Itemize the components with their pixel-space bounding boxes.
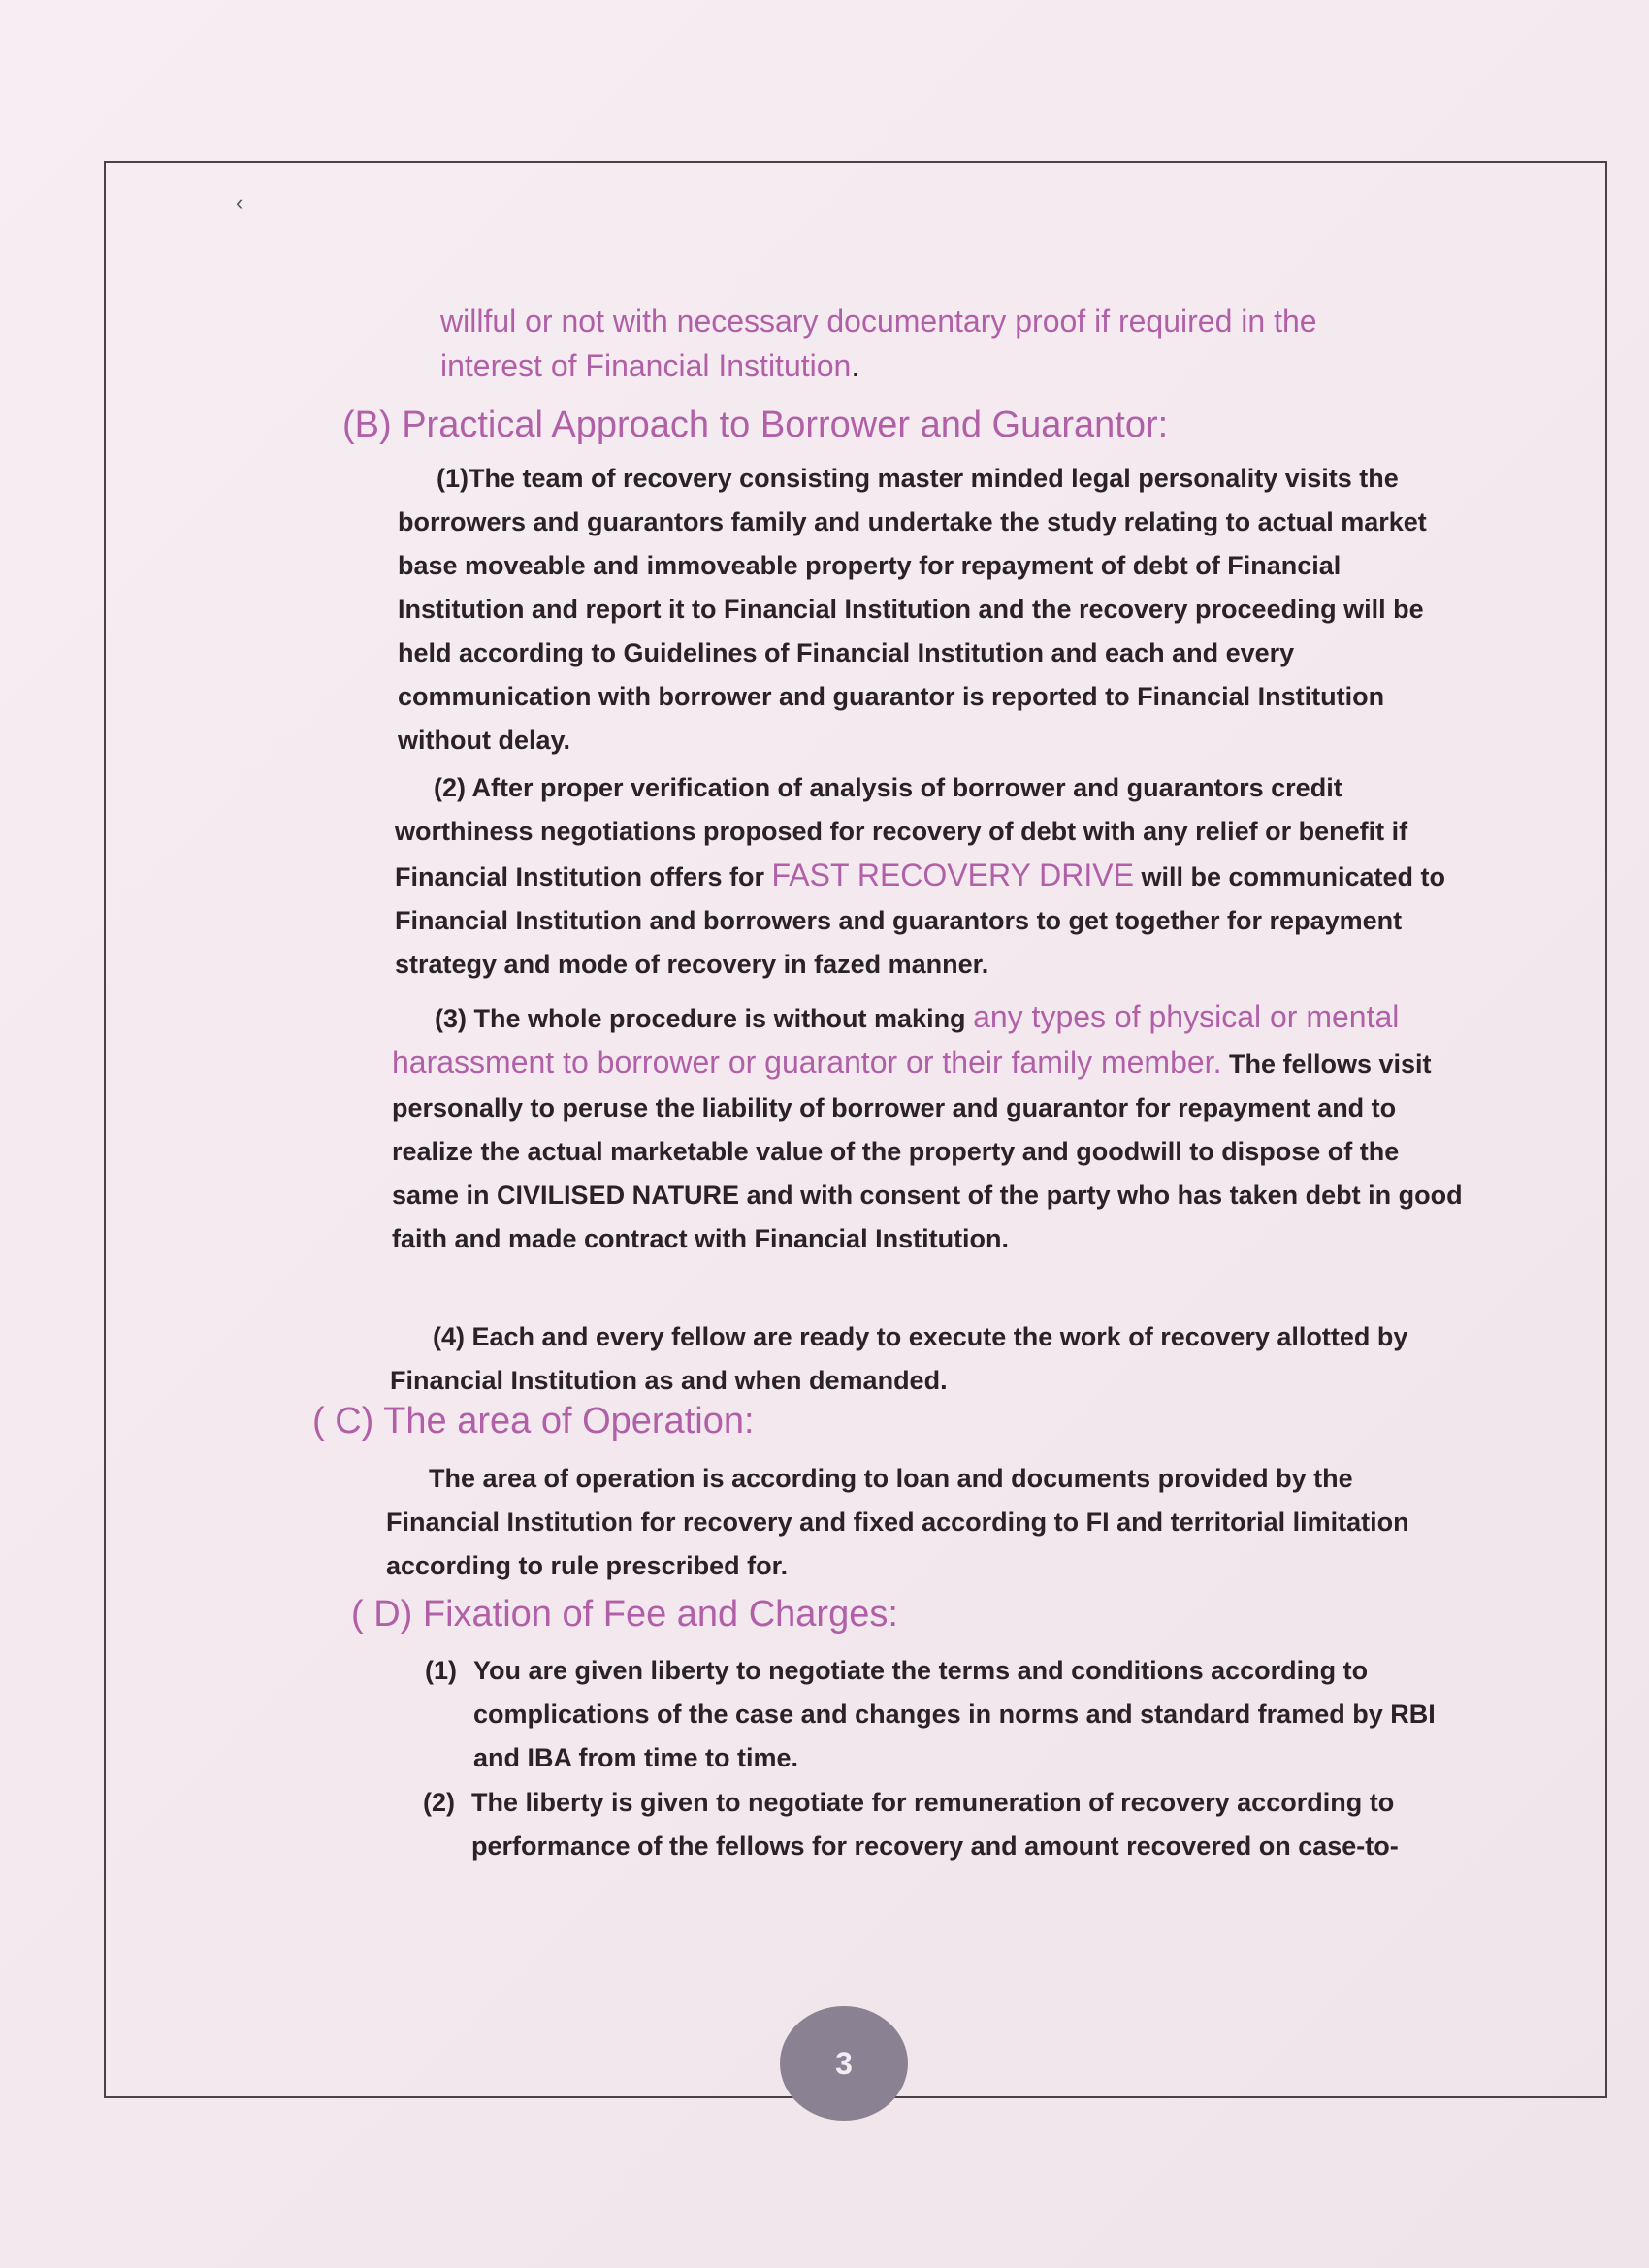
list-item	[423, 1781, 1461, 1878]
p3-text-b: The fellows visit personally to peruse the liability of borrower and guarantor for repayment and to realize the actual marketable value of the property and goodwill to dispose of the same in CIVILISED NATURE and with consent of the party who has taken debt in good faith and made contract with Financial Institution.	[392, 1050, 1463, 1253]
intro-period: .	[851, 348, 860, 383]
p2-highlight: FAST RECOVERY DRIVE	[771, 858, 1134, 892]
section-b-paragraph-3	[392, 995, 1464, 1261]
list-item-number: (1)	[425, 1656, 457, 1685]
section-b-paragraph-2	[395, 766, 1467, 987]
section-d-heading: ( D) Fixation of Fee and Charges:	[351, 1594, 898, 1635]
list-item	[425, 1649, 1463, 1785]
scan-mark: ‹	[236, 190, 243, 214]
section-c-paragraph: The area of operation is according to loan and documents provided by the Financial Institution for recovery and fixed according to FI and territorial limitation according to rule prescribed for.	[386, 1464, 1409, 1580]
section-c-heading: ( C) The area of Operation:	[312, 1401, 755, 1442]
p3-highlight: any types of physical or mental harassment to borrower or guarantor or their family member.	[392, 999, 1400, 1080]
p2-text-a: (2) After proper verification of analysis of borrower and guarantors credit worthiness negotiations proposed for recovery of debt with any relief or benefit if Financial Institution offers for	[395, 773, 1408, 891]
p3-text-a: (3) The whole procedure is without making	[435, 1004, 974, 1033]
intro-continuation	[440, 299, 1469, 388]
page-number: 3	[835, 2045, 853, 2081]
p2-text-b: will be communicated to Financial Institution and borrowers and guarantors to get together for repayment strategy and mode of recovery in fazed manner.	[395, 862, 1446, 979]
list-item-text: The liberty is given to negotiate for remuneration of recovery according to performance of the fellows for recovery and amount recovered on case-to-	[471, 1788, 1399, 1861]
page-number-badge	[780, 2006, 908, 2121]
list-item-text: You are given liberty to negotiate the terms and conditions according to complications of the case and changes in norms and standard framed by RBI and IBA from time to time.	[473, 1656, 1436, 1772]
list-item-number: (2)	[423, 1788, 455, 1817]
section-b-heading: (B) Practical Approach to Borrower and Guarantor:	[342, 405, 1169, 445]
intro-line-2: interest of Financial Institution	[440, 348, 852, 383]
intro-line-1: willful or not with necessary documentary proof if required in the	[440, 304, 1317, 339]
section-b-paragraph-1: (1)The team of recovery consisting master minded legal personality visits the borrowers and guarantors family and undertake the study relating to actual market base moveable and immoveable property for repayment of debt of Financial Institution and report it to Financial Institution and the recovery proceeding will be held according to Guidelines of Financial Institution and each and every communication with borrower and guarantor is reported to Financial Institution without delay.	[398, 464, 1427, 755]
section-b-paragraph-4: (4) Each and every fellow are ready to execute the work of recovery allotted by Financial Institution as and when demanded.	[390, 1322, 1408, 1395]
